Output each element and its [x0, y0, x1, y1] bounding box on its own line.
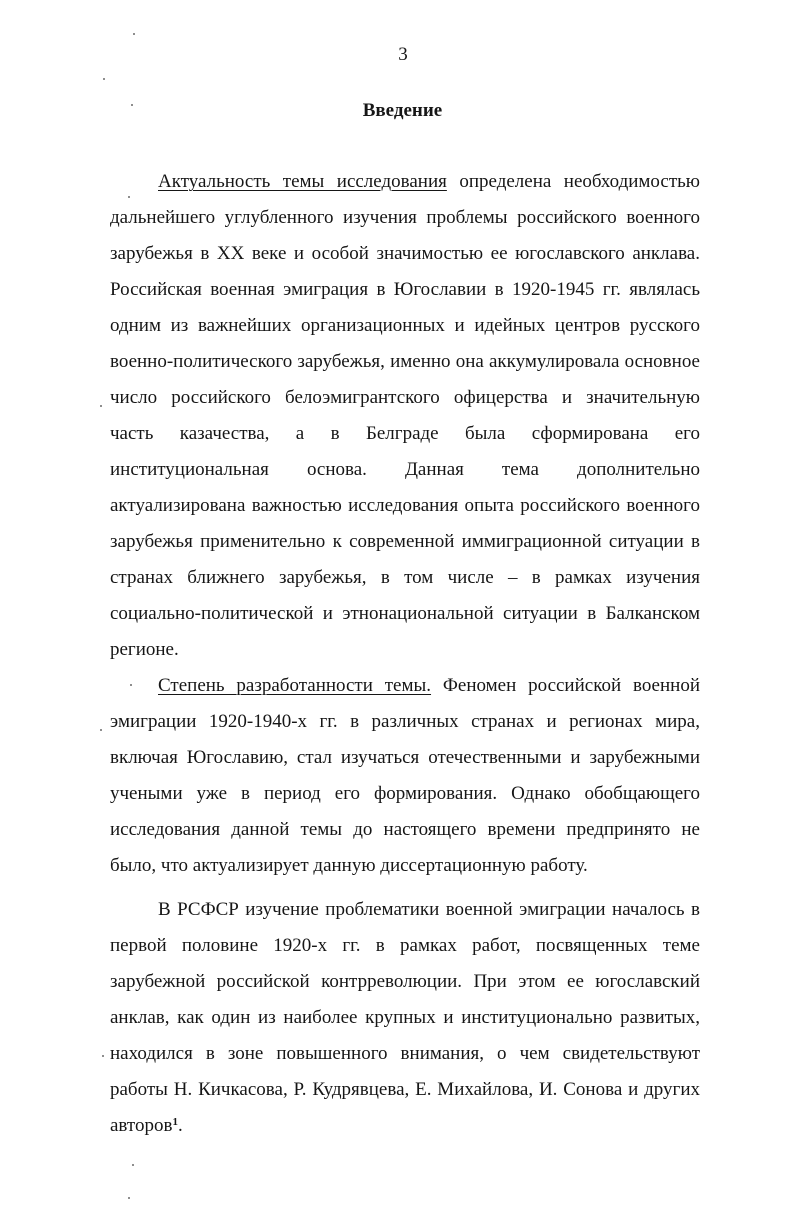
- scan-speck: [128, 1197, 130, 1199]
- paragraph-tail-rsfsr-study: .: [177, 1115, 183, 1136]
- paragraph-text-research-degree: Феномен российской военной эмиграции 1920-1940-х гг. в различных странах и регионах мира, включая Югославию, стал изучаться отечественными и зарубежными учеными уже в период его формирования. Однако обобщающего исследования данной темы до настоящего времени предпринято не было, что актуализирует данную диссертационную работу.: [110, 675, 700, 876]
- scan-speck: [131, 104, 133, 106]
- scan-speck: [133, 33, 135, 35]
- scan-speck: [132, 1164, 134, 1166]
- scan-speck: [103, 78, 105, 80]
- scan-speck: [100, 405, 102, 407]
- scan-speck: [130, 684, 132, 686]
- paragraph-lead-relevance: Актуальность темы исследования: [158, 171, 447, 192]
- scan-speck: [100, 729, 102, 731]
- footnote-marker: 1: [172, 1116, 178, 1128]
- page-title: Введение: [362, 100, 443, 121]
- paragraph-relevance: [110, 164, 700, 668]
- scan-speck: [102, 1055, 104, 1057]
- paragraph-text-relevance: определена необходимостью дальнейшего углубленного изучения проблемы российского военного зарубежья в XX веке и особой значимостью ее югославского анклава. Российская военная эмиграция в Югославии в 1920-1945 гг. являлась одним из важнейших организационных и идейных центров русского военно-политического зарубежья, именно она аккумулировала основное число российского белоэмигрантского офицерства и значительную часть казачества, а в Белграде была сформирована его институциональная основа. Данная тема дополнительно актуализирована важностью исследования опыта российского военного зарубежья применительно к современной иммиграционной ситуации в странах ближнего зарубежья, в том числе – в рамках изучения социально-политической и этнонациональной ситуации в Балканском регионе.: [110, 171, 700, 660]
- paragraph-rsfsr-study: [110, 892, 700, 1144]
- page-number: 3: [398, 44, 408, 65]
- paragraph-lead-research-degree: Степень разработанности темы.: [158, 675, 432, 696]
- paragraph-text-rsfsr-study: В РСФСР изучение проблематики военной эмиграции началось в первой половине 1920-х гг. в рамках работ, посвященных теме зарубежной российской контрреволюции. При этом ее югославский анклав, как один из наиболее крупных и институционально развитых, находился в зоне повышенного внимания, о чем свидетельствуют работы Н. Кичкасова, Р. Кудрявцева, Е. Михайлова, И. Сонова и других авторов: [110, 899, 700, 1136]
- paragraph-research-degree: [110, 668, 700, 884]
- scan-speck: [128, 196, 130, 198]
